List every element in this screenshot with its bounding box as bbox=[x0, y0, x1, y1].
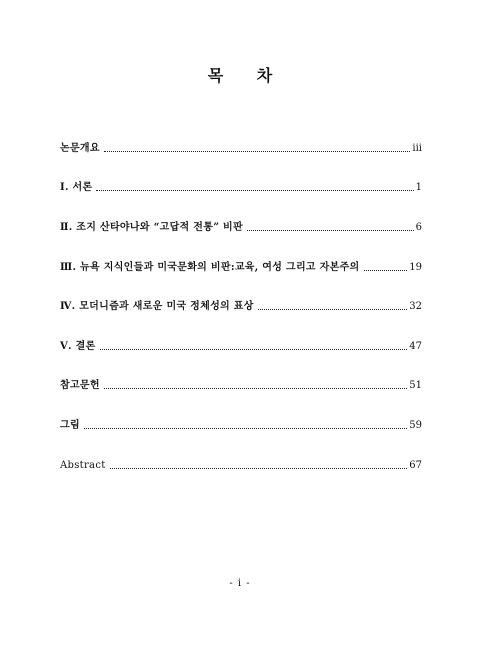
toc-entry-label: Ⅰ. 서론 bbox=[60, 182, 93, 193]
toc-dot-leader bbox=[258, 309, 408, 310]
toc-entry-page: 6 bbox=[415, 222, 422, 233]
toc-dot-leader bbox=[104, 151, 411, 152]
toc-dot-leader bbox=[110, 468, 408, 469]
toc-entry-figures[interactable] bbox=[60, 416, 422, 432]
toc-entry-label: Ⅴ. 결론 bbox=[60, 341, 96, 352]
page-title: 목 차 bbox=[207, 66, 287, 85]
toc-entry-page: 32 bbox=[409, 301, 422, 312]
toc-entry-label: 그림 bbox=[60, 420, 80, 431]
toc-entry-chapter-4[interactable] bbox=[60, 297, 422, 313]
toc-entry-page: 19 bbox=[409, 262, 422, 273]
toc-dot-leader bbox=[84, 428, 407, 429]
toc-entry-label: 참고문헌 bbox=[60, 380, 100, 391]
page-number: - i - bbox=[229, 578, 251, 589]
toc-entry-overview[interactable] bbox=[60, 139, 422, 155]
toc-entry-page: 59 bbox=[409, 420, 422, 431]
toc-dot-leader bbox=[364, 270, 408, 271]
toc-entry-label: Ⅱ. 조지 산타야나와 “고답적 전통” 비판 bbox=[60, 222, 243, 233]
toc-entry-chapter-3[interactable] bbox=[60, 258, 422, 274]
toc-entry-page: 67 bbox=[409, 460, 422, 471]
toc-dot-leader bbox=[247, 230, 414, 231]
toc-entry-label: Ⅲ. 뉴욕 지식인들과 미국문화의 비판:교육, 여성 그리고 자본주의 bbox=[60, 262, 360, 273]
toc-entry-page: iii bbox=[412, 143, 422, 154]
toc-entry-introduction[interactable] bbox=[60, 178, 422, 194]
toc-entry-label: 논문개요 bbox=[60, 143, 100, 154]
toc-dot-leader bbox=[104, 388, 407, 389]
toc-entry-label: Ⅳ. 모더니즘과 새로운 미국 정체성의 표상 bbox=[60, 301, 254, 312]
toc-dot-leader bbox=[100, 349, 408, 350]
toc-entry-label: Abstract bbox=[60, 460, 106, 471]
toc-dot-leader bbox=[96, 190, 413, 191]
toc-entry-chapter-2[interactable] bbox=[60, 218, 422, 234]
toc-entry-page: 1 bbox=[415, 182, 422, 193]
toc-entry-references[interactable] bbox=[60, 376, 422, 392]
toc-entry-page: 51 bbox=[409, 380, 422, 391]
toc-entry-page: 47 bbox=[409, 341, 422, 352]
toc-entry-abstract[interactable] bbox=[60, 456, 422, 472]
toc-entry-conclusion[interactable] bbox=[60, 337, 422, 353]
